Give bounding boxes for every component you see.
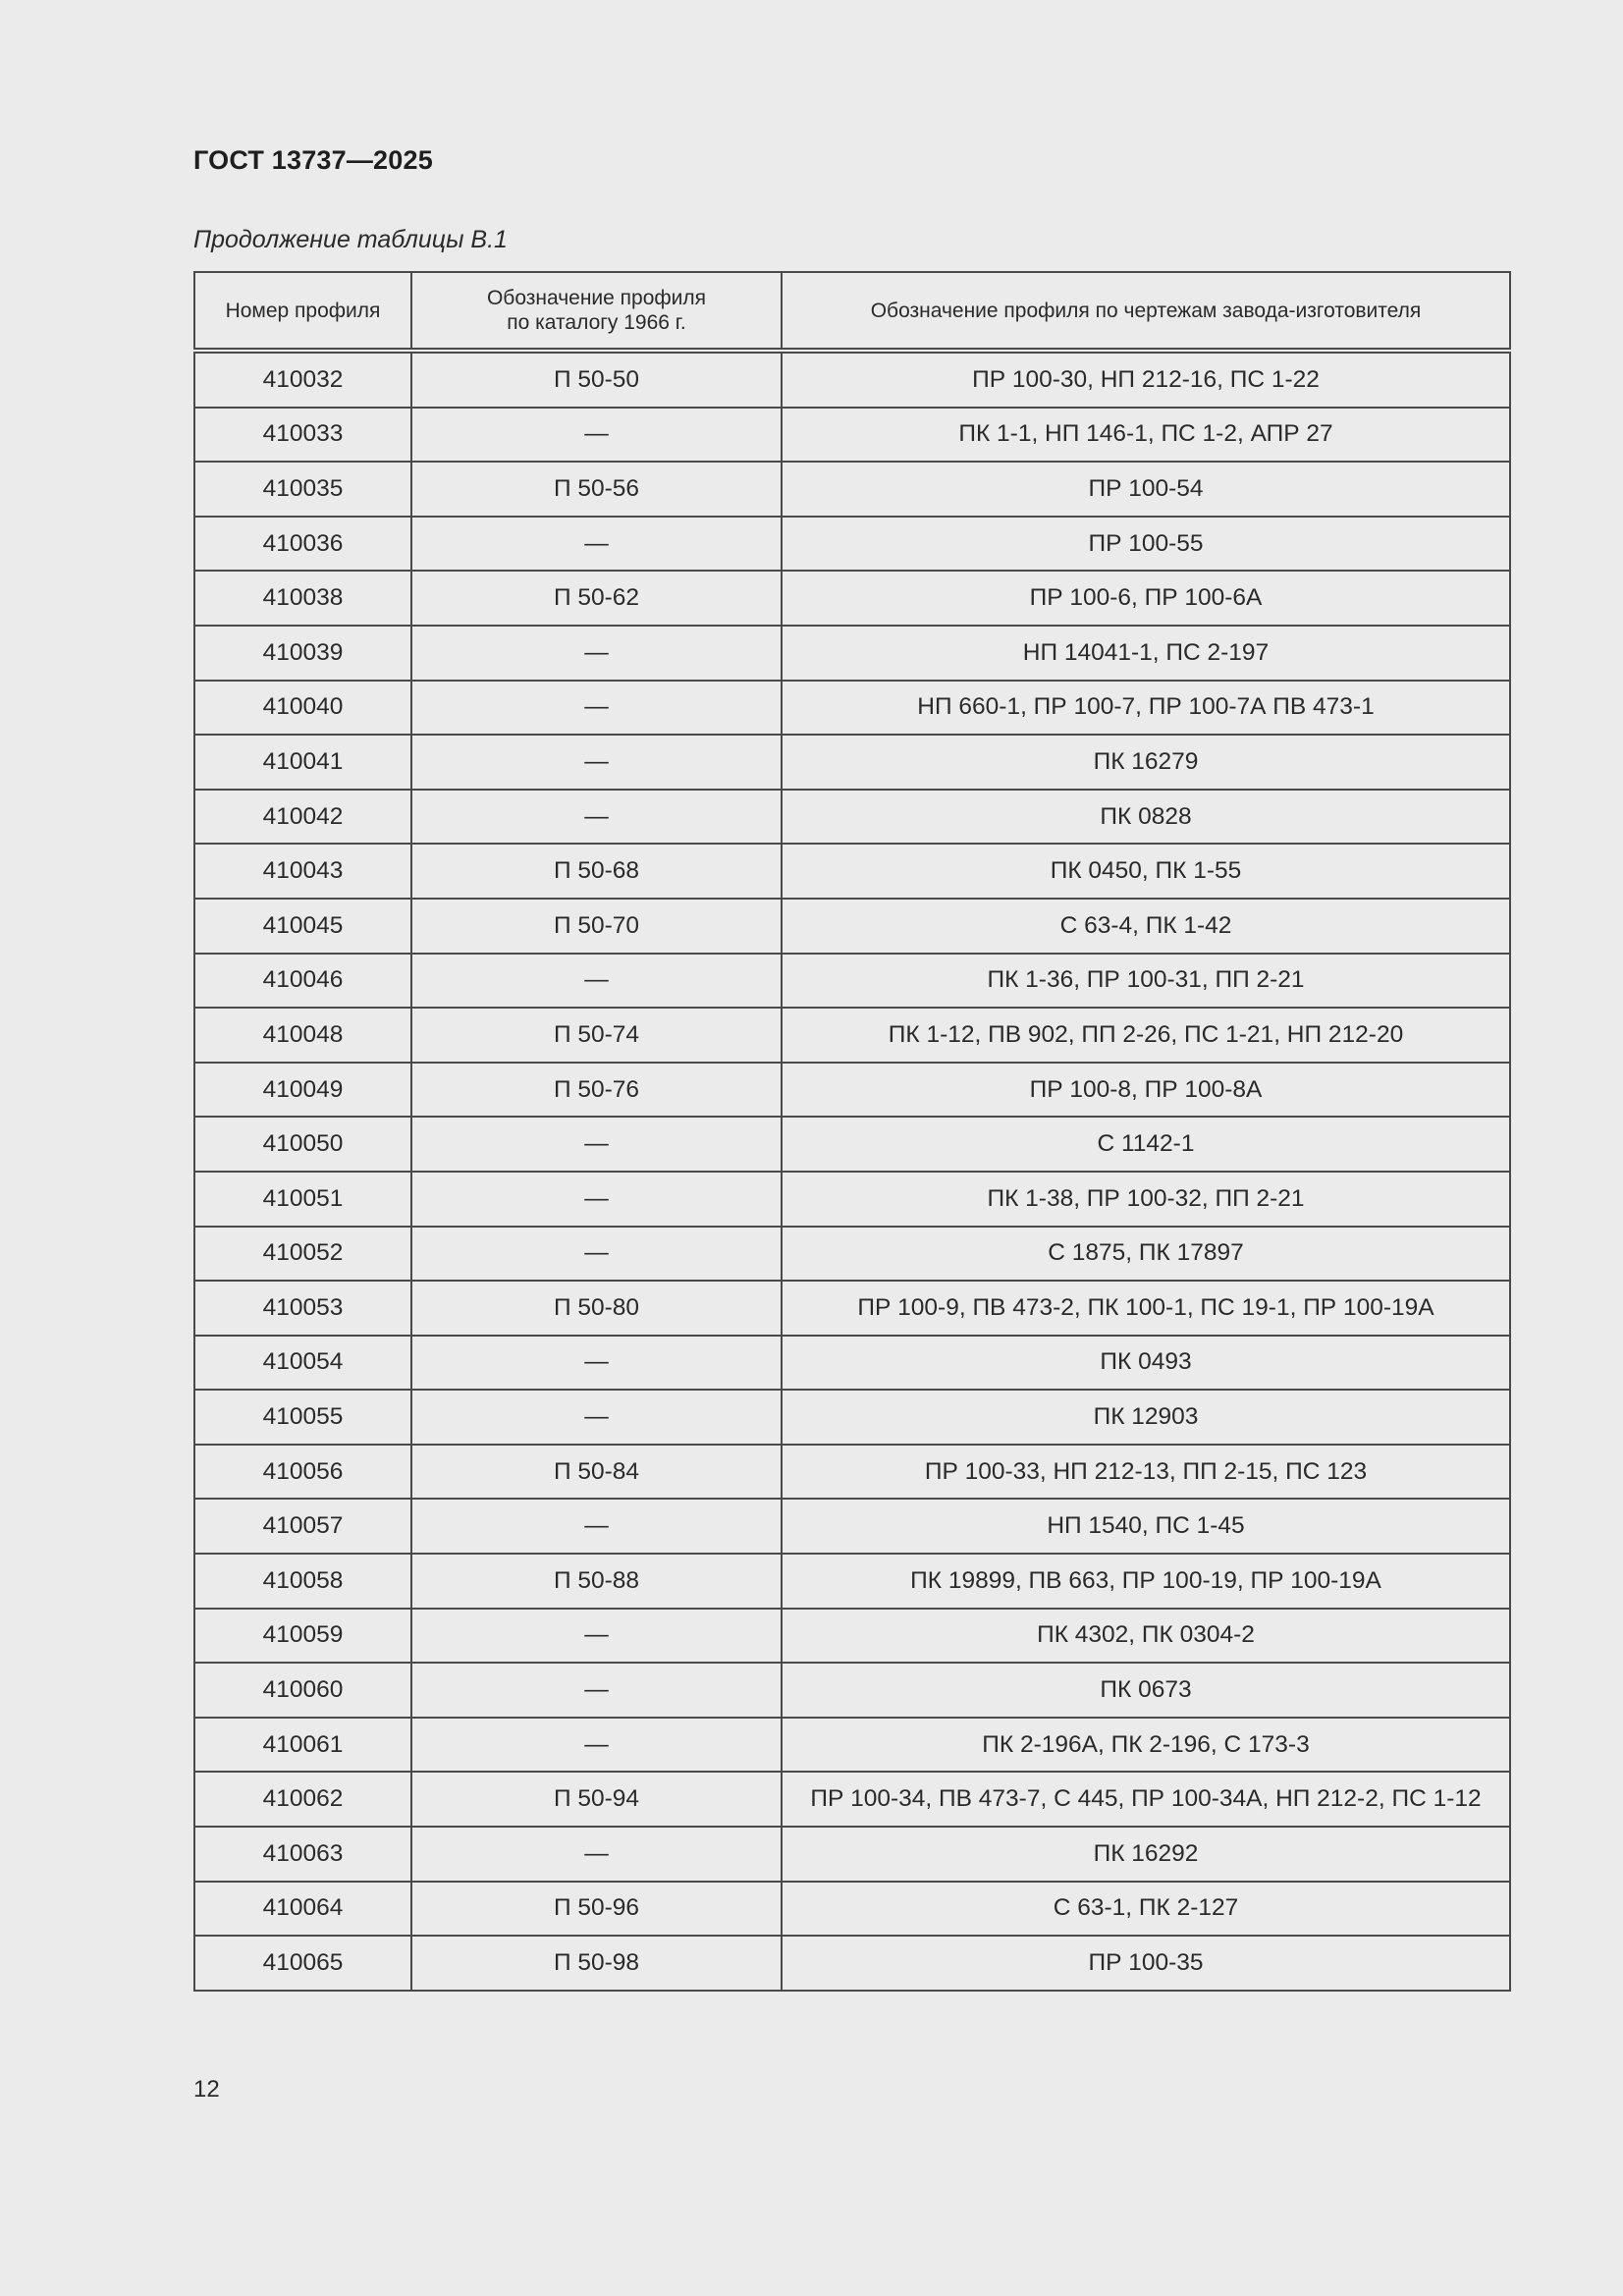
table-row: [194, 626, 1510, 681]
cell-catalog-designation: —: [411, 790, 782, 845]
cell-profile-number: 410062: [194, 1772, 411, 1827]
cell-catalog-designation: —: [411, 408, 782, 463]
cell-catalog-designation: П 50-50: [411, 351, 782, 408]
cell-catalog-designation: П 50-88: [411, 1554, 782, 1609]
cell-profile-number: 410036: [194, 517, 411, 572]
cell-catalog-designation: П 50-76: [411, 1063, 782, 1118]
cell-factory-designation: НП 660-1, ПР 100-7, ПР 100-7А ПВ 473-1: [782, 681, 1510, 736]
cell-factory-designation: ПК 0493: [782, 1336, 1510, 1391]
cell-catalog-designation: П 50-70: [411, 899, 782, 954]
table-row: [194, 1882, 1510, 1937]
table-head: [194, 272, 1510, 351]
table-row: [194, 1227, 1510, 1282]
table-row: [194, 1008, 1510, 1063]
cell-factory-designation: ПК 16279: [782, 735, 1510, 790]
cell-factory-designation: ПК 12903: [782, 1390, 1510, 1445]
cell-catalog-designation: П 50-62: [411, 571, 782, 626]
header-row: [194, 272, 1510, 351]
table-row: [194, 1609, 1510, 1664]
cell-profile-number: 410060: [194, 1663, 411, 1718]
cell-profile-number: 410059: [194, 1609, 411, 1664]
table-row: [194, 1172, 1510, 1227]
table-row: [194, 899, 1510, 954]
table-row: [194, 1336, 1510, 1391]
column-header-profile-number: Номер профиля: [194, 272, 411, 351]
cell-catalog-designation: П 50-68: [411, 844, 782, 899]
table-row: [194, 954, 1510, 1009]
cell-catalog-designation: П 50-80: [411, 1281, 782, 1336]
cell-profile-number: 410058: [194, 1554, 411, 1609]
table-row: [194, 681, 1510, 736]
cell-factory-designation: ПК 1-38, ПР 100-32, ПП 2-21: [782, 1172, 1510, 1227]
cell-profile-number: 410055: [194, 1390, 411, 1445]
cell-factory-designation: ПК 0828: [782, 790, 1510, 845]
table-row: [194, 1445, 1510, 1500]
table-row: [194, 790, 1510, 845]
cell-catalog-designation: П 50-74: [411, 1008, 782, 1063]
table-row: [194, 1499, 1510, 1554]
cell-factory-designation: ПК 0673: [782, 1663, 1510, 1718]
cell-factory-designation: ПР 100-8, ПР 100-8А: [782, 1063, 1510, 1118]
cell-factory-designation: ПК 1-12, ПВ 902, ПП 2-26, ПС 1-21, НП 212-20: [782, 1008, 1510, 1063]
cell-catalog-designation: —: [411, 681, 782, 736]
cell-profile-number: 410061: [194, 1718, 411, 1773]
cell-factory-designation: ПР 100-34, ПВ 473-7, С 445, ПР 100-34А, НП 212-2, ПС 1-12: [782, 1772, 1510, 1827]
cell-factory-designation: ПР 100-55: [782, 517, 1510, 572]
table-row: [194, 1827, 1510, 1882]
cell-factory-designation: ПР 100-9, ПВ 473-2, ПК 100-1, ПС 19-1, ПР 100-19А: [782, 1281, 1510, 1336]
cell-profile-number: 410040: [194, 681, 411, 736]
cell-profile-number: 410045: [194, 899, 411, 954]
table-row: [194, 844, 1510, 899]
table-row: [194, 735, 1510, 790]
cell-factory-designation: ПК 2-196А, ПК 2-196, С 173-3: [782, 1718, 1510, 1773]
column-header-factory-drawings: Обозначение профиля по чертежам завода-изготовителя: [782, 272, 1510, 351]
cell-factory-designation: ПК 1-36, ПР 100-31, ПП 2-21: [782, 954, 1510, 1009]
table-row: [194, 1390, 1510, 1445]
cell-profile-number: 410048: [194, 1008, 411, 1063]
cell-profile-number: 410039: [194, 626, 411, 681]
table-row: [194, 571, 1510, 626]
cell-catalog-designation: —: [411, 1390, 782, 1445]
cell-catalog-designation: —: [411, 517, 782, 572]
cell-catalog-designation: —: [411, 1663, 782, 1718]
cell-catalog-designation: П 50-56: [411, 462, 782, 517]
table-row: [194, 1554, 1510, 1609]
cell-catalog-designation: П 50-94: [411, 1772, 782, 1827]
cell-factory-designation: ПР 100-30, НП 212-16, ПС 1-22: [782, 351, 1510, 408]
cell-factory-designation: С 1875, ПК 17897: [782, 1227, 1510, 1282]
table-row: [194, 1281, 1510, 1336]
page-number: 12: [193, 2076, 220, 2103]
table-row: [194, 351, 1510, 408]
cell-profile-number: 410042: [194, 790, 411, 845]
cell-profile-number: 410046: [194, 954, 411, 1009]
cell-factory-designation: ПР 100-35: [782, 1936, 1510, 1991]
cell-factory-designation: С 63-1, ПК 2-127: [782, 1882, 1510, 1937]
cell-catalog-designation: —: [411, 954, 782, 1009]
cell-catalog-designation: —: [411, 735, 782, 790]
cell-profile-number: 410053: [194, 1281, 411, 1336]
cell-factory-designation: ПР 100-54: [782, 462, 1510, 517]
cell-profile-number: 410051: [194, 1172, 411, 1227]
profile-table: [193, 271, 1511, 1992]
cell-profile-number: 410063: [194, 1827, 411, 1882]
cell-profile-number: 410043: [194, 844, 411, 899]
cell-profile-number: 410050: [194, 1117, 411, 1172]
table-row: [194, 1772, 1510, 1827]
cell-factory-designation: НП 1540, ПС 1-45: [782, 1499, 1510, 1554]
cell-profile-number: 410056: [194, 1445, 411, 1500]
cell-catalog-designation: —: [411, 1172, 782, 1227]
table-row: [194, 1063, 1510, 1118]
cell-factory-designation: НП 14041-1, ПС 2-197: [782, 626, 1510, 681]
cell-profile-number: 410052: [194, 1227, 411, 1282]
table-caption: Продолжение таблицы В.1: [193, 226, 508, 253]
cell-catalog-designation: —: [411, 626, 782, 681]
cell-factory-designation: ПК 0450, ПК 1-55: [782, 844, 1510, 899]
cell-factory-designation: ПР 100-6, ПР 100-6А: [782, 571, 1510, 626]
cell-profile-number: 410057: [194, 1499, 411, 1554]
cell-factory-designation: С 1142-1: [782, 1117, 1510, 1172]
table-row: [194, 408, 1510, 463]
table-row: [194, 1117, 1510, 1172]
cell-profile-number: 410033: [194, 408, 411, 463]
cell-catalog-designation: П 50-98: [411, 1936, 782, 1991]
cell-factory-designation: ПК 1-1, НП 146-1, ПС 1-2, АПР 27: [782, 408, 1510, 463]
cell-catalog-designation: —: [411, 1499, 782, 1554]
cell-factory-designation: ПК 16292: [782, 1827, 1510, 1882]
column-header-catalog-1966: Обозначение профиля по каталогу 1966 г.: [411, 272, 782, 351]
cell-profile-number: 410064: [194, 1882, 411, 1937]
cell-factory-designation: ПК 4302, ПК 0304-2: [782, 1609, 1510, 1664]
cell-factory-designation: С 63-4, ПК 1-42: [782, 899, 1510, 954]
cell-catalog-designation: —: [411, 1227, 782, 1282]
table-row: [194, 1718, 1510, 1773]
cell-profile-number: 410041: [194, 735, 411, 790]
document-header: ГОСТ 13737—2025: [193, 145, 433, 175]
table-row: [194, 462, 1510, 517]
table-body: [194, 351, 1510, 1991]
cell-profile-number: 410038: [194, 571, 411, 626]
cell-profile-number: 410049: [194, 1063, 411, 1118]
cell-profile-number: 410065: [194, 1936, 411, 1991]
cell-catalog-designation: —: [411, 1609, 782, 1664]
table-row: [194, 517, 1510, 572]
cell-factory-designation: ПК 19899, ПВ 663, ПР 100-19, ПР 100-19А: [782, 1554, 1510, 1609]
cell-catalog-designation: —: [411, 1827, 782, 1882]
cell-profile-number: 410035: [194, 462, 411, 517]
cell-profile-number: 410032: [194, 351, 411, 408]
cell-catalog-designation: —: [411, 1718, 782, 1773]
cell-catalog-designation: —: [411, 1336, 782, 1391]
cell-catalog-designation: —: [411, 1117, 782, 1172]
table-row: [194, 1663, 1510, 1718]
table-row: [194, 1936, 1510, 1991]
cell-profile-number: 410054: [194, 1336, 411, 1391]
cell-catalog-designation: П 50-96: [411, 1882, 782, 1937]
cell-factory-designation: ПР 100-33, НП 212-13, ПП 2-15, ПС 123: [782, 1445, 1510, 1500]
cell-catalog-designation: П 50-84: [411, 1445, 782, 1500]
